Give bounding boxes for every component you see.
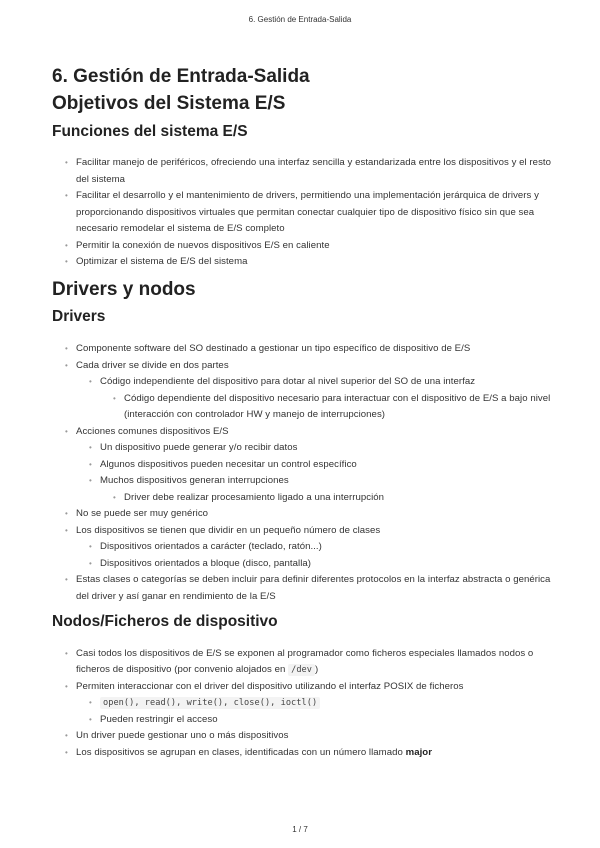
inline-code-posix: open(), read(), write(), close(), ioctl(): [100, 697, 320, 709]
section-title-drivers-nodos: Drivers y nodos: [52, 278, 196, 300]
list-item: • Facilitar manejo de periféricos, ofreciendo una interfaz sencilla y estandarizada entre los dispositivos y el resto del sistema: [76, 155, 552, 188]
list-item: • Muchos dispositivos generan interrupciones • Driver debe realizar procesamiento ligado a una interrupción: [100, 473, 552, 506]
bold-term-major: major: [405, 746, 432, 758]
subsection-title-nodos: Nodos/Ficheros de dispositivo: [52, 613, 278, 631]
list-item: [100, 695, 552, 712]
list-item: • Componente software del SO destinado a gestionar un tipo específico de dispositivo de E/S: [76, 341, 552, 358]
page-number: 1 / 7: [292, 825, 308, 834]
list-item: • Facilitar el desarrollo y el mantenimiento de drivers, permitiendo una implementación jerárquica de drivers y proporcionando dispositivos virtuales que permitan conectar cualquier tipo de dispositivo físico sin que sea necesario remodelar el sistema de E/S completo: [76, 188, 552, 238]
list-item: • Un driver puede gestionar uno o más dispositivos: [76, 728, 552, 745]
list-item: • Acciones comunes dispositivos E/S • Un dispositivo puede generar y/o recibir datos • Algunos dispositivos pueden necesitar un control específico • Muchos dispositivos generan interrupciones • Driver debe realizar procesamiento ligado a una interrupción: [76, 424, 552, 507]
list-item: • Código dependiente del dispositivo necesario para interactuar con el dispositivo de E/S a bajo nivel (interacción con controlador HW y manejo de interrupciones): [124, 391, 552, 424]
list-item: • Algunos dispositivos pueden necesitar un control específico: [100, 457, 552, 474]
list-item: • No se puede ser muy genérico: [76, 506, 552, 523]
list-item: • Dispositivos orientados a carácter (teclado, ratón...): [100, 539, 552, 556]
list-item: • Dispositivos orientados a bloque (disco, pantalla): [100, 556, 552, 573]
subsection-title-drivers: Drivers: [52, 308, 106, 326]
list-item: • Permiten interaccionar con el driver del dispositivo utilizando el interfaz POSIX de ficheros • open(), read(), write(), close(), ioctl() • Pueden restringir el acceso: [76, 679, 552, 729]
section-title-objetivos: Objetivos del Sistema E/S: [52, 92, 286, 114]
list-item: • Código independiente del dispositivo para dotar al nivel superior del SO de una interfaz • Código dependiente del dispositivo necesario para interactuar con el dispositivo de E/S a bajo nivel (interacción con controlador HW y manejo de interrupciones): [100, 374, 552, 424]
list-item: • Estas clases o categorías se deben incluir para definir diferentes protocolos en la interfaz abstracta o genérica del driver y así ganar en rendimiento de la E/S: [76, 572, 552, 605]
list-item: • Los dispositivos se tienen que dividir en un pequeño número de clases • Dispositivos orientados a carácter (teclado, ratón...) • Dispositivos orientados a bloque (disco, pantalla): [76, 523, 552, 573]
funciones-list: [52, 155, 552, 271]
list-item: • Los dispositivos se agrupan en clases, identificadas con un número llamado major: [76, 745, 552, 762]
document-title: 6. Gestión de Entrada-Salida: [52, 66, 310, 87]
drivers-list: [52, 341, 552, 605]
subsection-title-funciones: Funciones del sistema E/S: [52, 122, 248, 140]
running-header: 6. Gestión de Entrada-Salida: [248, 15, 352, 24]
list-item: • Driver debe realizar procesamiento ligado a una interrupción: [124, 490, 552, 507]
list-item: • Un dispositivo puede generar y/o recibir datos: [100, 440, 552, 457]
list-item: • Cada driver se divide en dos partes • Código independiente del dispositivo para dotar al nivel superior del SO de una interfaz • Código dependiente del dispositivo necesario para interactuar con el dispositivo de E/S a bajo nivel (interacción con controlador HW y manejo de interrupciones): [76, 358, 552, 424]
list-item: • Casi todos los dispositivos de E/S se exponen al programador como ficheros especiales llamados nodos o ficheros de dispositivo (por convenio alojados en /dev ): [76, 646, 552, 679]
document-body: [52, 60, 552, 769]
list-item: • Permitir la conexión de nuevos dispositivos E/S en caliente: [76, 238, 552, 255]
list-item: • Optimizar el sistema de E/S del sistema: [76, 254, 552, 271]
nodos-list: [52, 646, 552, 762]
list-item: • Pueden restringir el acceso: [100, 712, 552, 729]
inline-code-dev: /dev: [288, 664, 315, 676]
